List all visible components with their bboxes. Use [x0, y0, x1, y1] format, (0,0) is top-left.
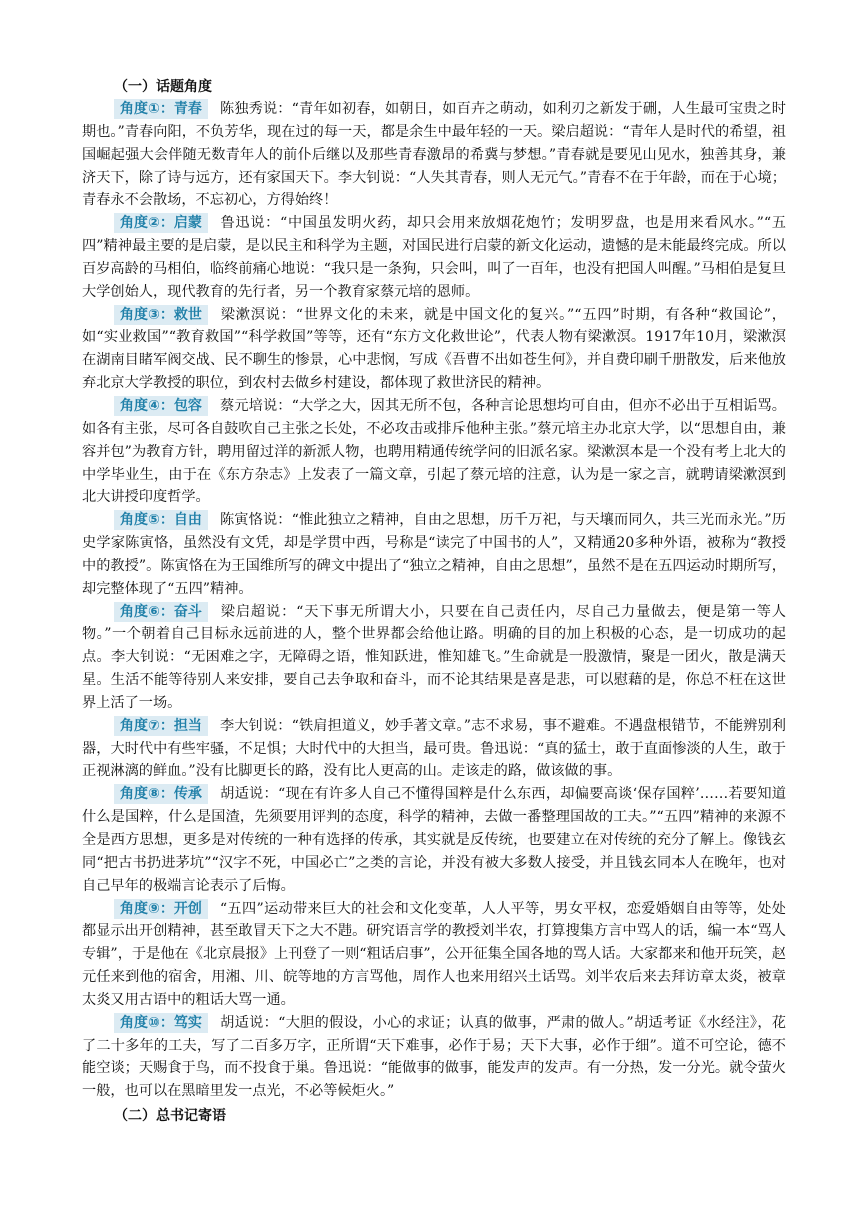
angle-paragraph-1: [82, 98, 786, 212]
angle-paragraph-3: [82, 304, 786, 395]
angle-paragraph-4: [82, 395, 786, 509]
angle-text: “五四”运动带来巨大的社会和文化变革，人人平等，男女平权，恋爱婚姻自由等等，处处都显示出开创精神，甚至敢冒天下之大不韪。研究语言学的教授刘半农，打算搜集方言中骂人的话，编一本“骂人专辑”，于是他在《北京晨报》上刊登了一则“粗话启事”，公开征集全国各地的骂人话。大家都来和他开玩笑，赵元任来到他的宿舍，用湘、川、皖等地的方言骂他，周作人也来用绍兴土话骂。刘半农后来去拜访章太炎，被章太炎又用古语中的粗话大骂一通。: [82, 900, 786, 1008]
angle-paragraph-10: [82, 1012, 786, 1103]
angle-label: 角度②：启蒙: [114, 213, 208, 233]
angle-text: 鲁迅说：“中国虽发明火药，却只会用来放烟花炮竹；发明罗盘，也是用来看风水。”“五四”精神最主要的是启蒙，是以民主和科学为主题，对国民进行启蒙的新文化运动，遗憾的是未能最终完成。所以百岁高龄的马相伯，临终前痛心地说：“我只是一条狗，只会叫，叫了一百年，也没有把国人叫醒。”马相伯是复旦大学创始人，现代教育的先行者，另一个教育家蔡元培的恩师。: [82, 215, 786, 300]
angle-text: 胡适说：“大胆的假设，小心的求证；认真的做事，严肃的做人。”胡适考证《水经注》，花了二十多年的工夫，写了二百多万字，正所谓“天下难事，必作于易；天下大事，必作于细”。道不可空论，德不能空谈；天赐食于鸟，而不投食于巢。鲁迅说：“能做事的做事，能发声的发声。有一分热，发一分光。就令萤火一般，也可以在黑暗里发一点光，不必等候炬火。”: [82, 1014, 786, 1100]
angle-label: 角度③：救世: [114, 305, 208, 325]
angle-text: 胡适说：“现在有许多人自己不懂得国粹是什么东西，却偏要高谈‘保存国粹’……若要知道什么是国粹，什么是国渣，先须要用评判的态度，科学的精神，去做一番整理国故的工夫。”“五四”精神的来源不全是西方思想，更多是对传统的一种有选择的传承，其实就是反传统，也要建立在对传统的充分了解上。像钱玄同“把古书扔进茅坑”“汉字不死，中国必亡”之类的言论，并没有被大多数人接受，并且钱玄同本人在晚年，也对自己早年的极端言论表示了后悔。: [82, 786, 786, 894]
angle-label: 角度①：青春: [114, 99, 208, 119]
angle-paragraph-5: [82, 509, 786, 600]
angle-label: 角度⑩：笃实: [114, 1013, 208, 1033]
angle-text: 陈独秀说：“青年如初春，如朝日，如百卉之萌动，如利刃之新发于硎，人生最可宝贵之时期也。”青春向阳，不负芳华，现在过的每一天，都是余生中最年轻的一天。梁启超说：“青年人是时代的希望，祖国崛起强大会伴随无数青年人的前仆后继以及那些青春激昂的希冀与梦想。”青春就是要见山见水，独善其身，兼济天下，除了诗与远方，还有家国天下。李大钊说：“人失其青春，则人无元气。”青春不在于年龄，而在于心境；青春永不会散场，不忘初心，方得始终！: [82, 101, 786, 209]
angle-paragraph-2: [82, 212, 786, 303]
angle-label: 角度⑤：自由: [114, 510, 208, 530]
angle-paragraph-6: [82, 601, 786, 715]
angle-label: 角度⑥：奋斗: [114, 602, 208, 622]
angle-paragraph-7: [82, 715, 786, 784]
angle-text: 李大钊说：“铁肩担道义，妙手著文章。”志不求易，事不避难。不遇盘根错节，不能辨别利器，大时代中有些牢骚，不足惧；大时代中的大担当，最可贵。鲁迅说：“真的猛士，敢于直面惨淡的人生，敢于正视淋漓的鲜血。”没有比脚更长的路，没有比人更高的山。走该走的路，做该做的事。: [82, 717, 786, 780]
angle-paragraph-9: [82, 898, 786, 1012]
section-heading-topic-angles: （一）话题角度: [114, 79, 212, 95]
section-heading-secretary-message: （二）总书记寄语: [114, 1108, 226, 1125]
document-page: [82, 76, 786, 1127]
angle-text: 蔡元培说：“大学之大，因其无所不包，各种言论思想均可自由，但亦不必出于互相诟骂。如各有主张，尽可各自鼓吹自己主张之长处，不必攻击或排斥他种主张。”蔡元培主办北京大学，以“思想自由，兼容并包”为教育方针，聘用留过洋的新派人物，也聘用精通传统学问的旧派名家。梁漱溟本是一个没有考上北大的中学毕业生，由于在《东方杂志》上发表了一篇文章，引起了蔡元培的注意，认为是一家之言，就聘请梁漱溟到北大讲授印度哲学。: [82, 397, 786, 506]
angle-paragraph-8: [82, 783, 786, 897]
angle-label: 角度④：包容: [114, 396, 208, 416]
angle-label: 角度⑧：传承: [114, 784, 208, 804]
angle-label: 角度⑨：开创: [114, 899, 208, 919]
angle-text: 陈寅恪说：“惟此独立之精神，自由之思想，历千万祀，与天壤而同久，共三光而永光。”历史学家陈寅恪，虽然没有文凭，却是学贯中西，号称是“读完了中国书的人”，又精通20多种外语，被称为“教授中的教授”。陈寅恪在为王国维所写的碑文中提出了“独立之精神，自由之思想”，虽然不是在五四运动时期所写，却完整体现了“五四”精神。: [82, 512, 786, 597]
angle-label: 角度⑦：担当: [114, 716, 208, 736]
angle-text: 梁启超说：“天下事无所谓大小，只要在自己责任内，尽自己力量做去，便是第一等人物。”一个朝着自己目标永远前进的人，整个世界都会给他让路。明确的目的加上积极的心态，是一切成功的起点。李大钊说：“无困难之字，无障碍之语，惟知跃进，惟知雄飞。”生命就是一股激情，聚是一团火，散是满天星。生活不能等待别人来安排，要自己去争取和奋斗，而不论其结果是喜是悲，可以慰藉的是，你总不枉在这世界上活了一场。: [82, 603, 786, 711]
angle-text: 梁漱溟说：“世界文化的未来，就是中国文化的复兴。”“五四”时期，有各种“救国论”，如“实业救国”“教育救国”“科学救国”等等，还有“东方文化救世论”，代表人物有梁漱溟。1917年10月，梁漱溟在湖南目睹军阀交战、民不聊生的惨景，心中悲悯，写成《吾曹不出如苍生何》，并自费印刷千册散发，后来他放弃北京大学教授的职位，到农村去做乡村建设，都体现了救世济民的精神。: [82, 306, 786, 392]
